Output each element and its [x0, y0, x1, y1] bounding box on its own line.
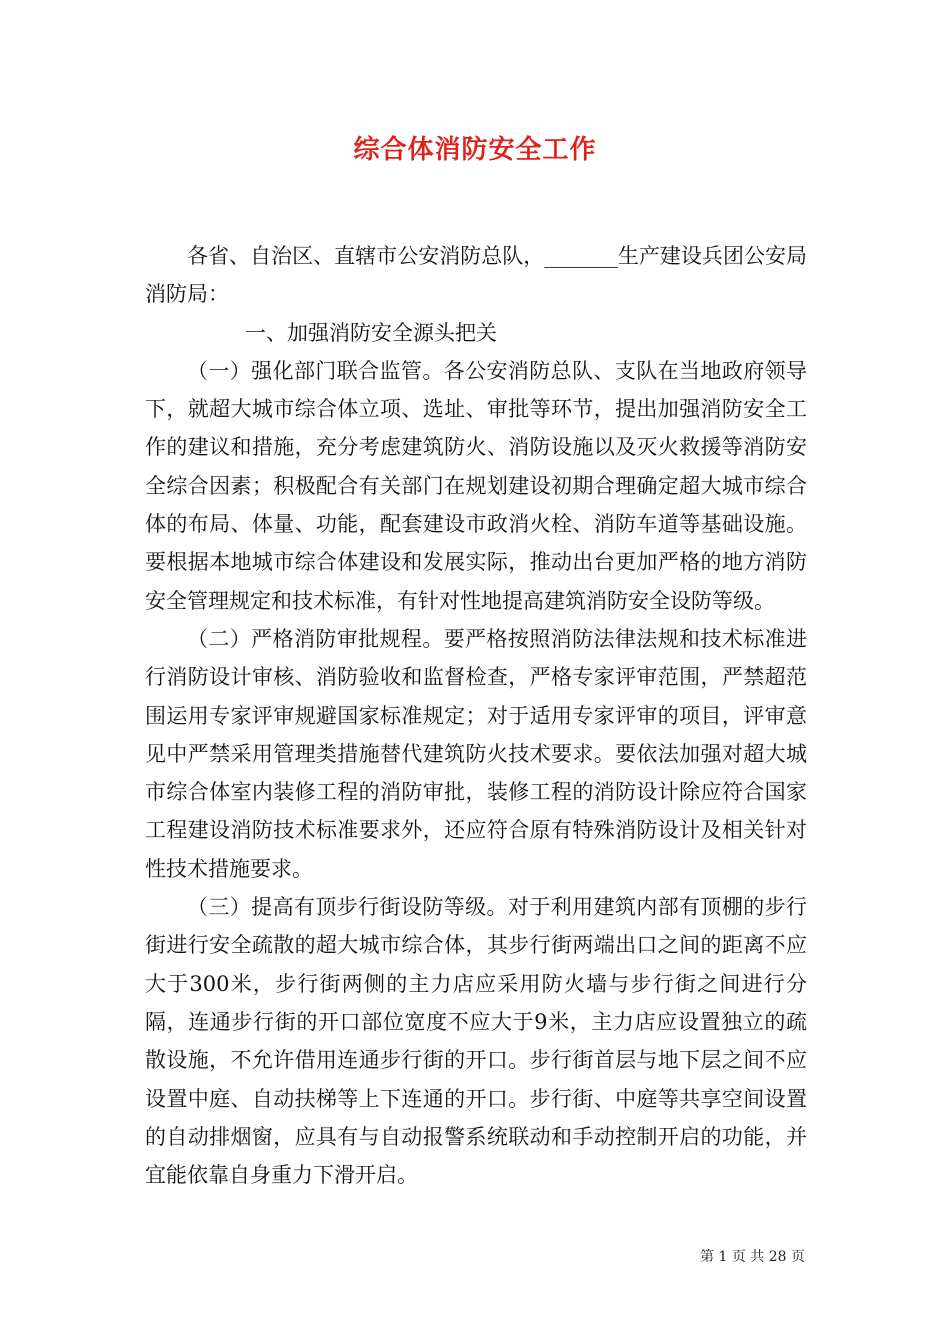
- paragraph-2: （二）严格消防审批规程。要严格按照消防法律法规和技术标准进行消防设计审核、消防验收和监督检查，严格专家评审范围，严禁超范围运用专家评审规避国家标准规定；对于适用专家评审的项目，评审意见中严禁采用管理类措施替代建筑防火技术要求。要依法加强对超大城市综合体室内装修工程的消防审批，装修工程的消防设计除应符合国家工程建设消防技术标准要求外，还应符合原有特殊消防设计及相关针对性技术措施要求。: [145, 626, 807, 881]
- salutation: 各省、自治区、直辖市公安消防总队，_______生产建设兵团公安局消防局：: [145, 244, 807, 307]
- document-title: 综合体消防安全工作: [353, 135, 597, 165]
- section-heading: 一、加强消防安全源头把关: [245, 320, 497, 345]
- document-body: [145, 237, 807, 1194]
- paragraph-1: （一）强化部门联合监管。各公安消防总队、支队在当地政府领导下，就超大城市综合体立项、选址、审批等环节，提出加强消防安全工作的建议和措施，充分考虑建筑防火、消防设施以及灭火救援等消防安全综合因素；积极配合有关部门在规划建设初期合理确定超大城市综合体的布局、体量、功能，配套建设市政消火栓、消防车道等基础设施。要根据本地城市综合体建设和发展实际，推动出台更加严格的地方消防安全管理规定和技术标准，有针对性地提高建筑消防安全设防等级。: [145, 358, 807, 613]
- paragraph-3: （三）提高有顶步行街设防等级。对于利用建筑内部有顶棚的步行街进行安全疏散的超大城市综合体，其步行街两端出口之间的距离不应大于300米，步行街两侧的主力店应采用防火墙与步行街之间进行分隔，连通步行街的开口部位宽度不应大于9米，主力店应设置独立的疏散设施，不允许借用连通步行街的开口。步行街首层与地下层之间不应设置中庭、自动扶梯等上下连通的开口。步行街、中庭等共享空间设置的自动排烟窗，应具有与自动报警系统联动和手动控制开启的功能，并宜能依靠自身重力下滑开启。: [145, 895, 807, 1188]
- page-number: 第 1 页 共 28 页: [700, 1249, 805, 1265]
